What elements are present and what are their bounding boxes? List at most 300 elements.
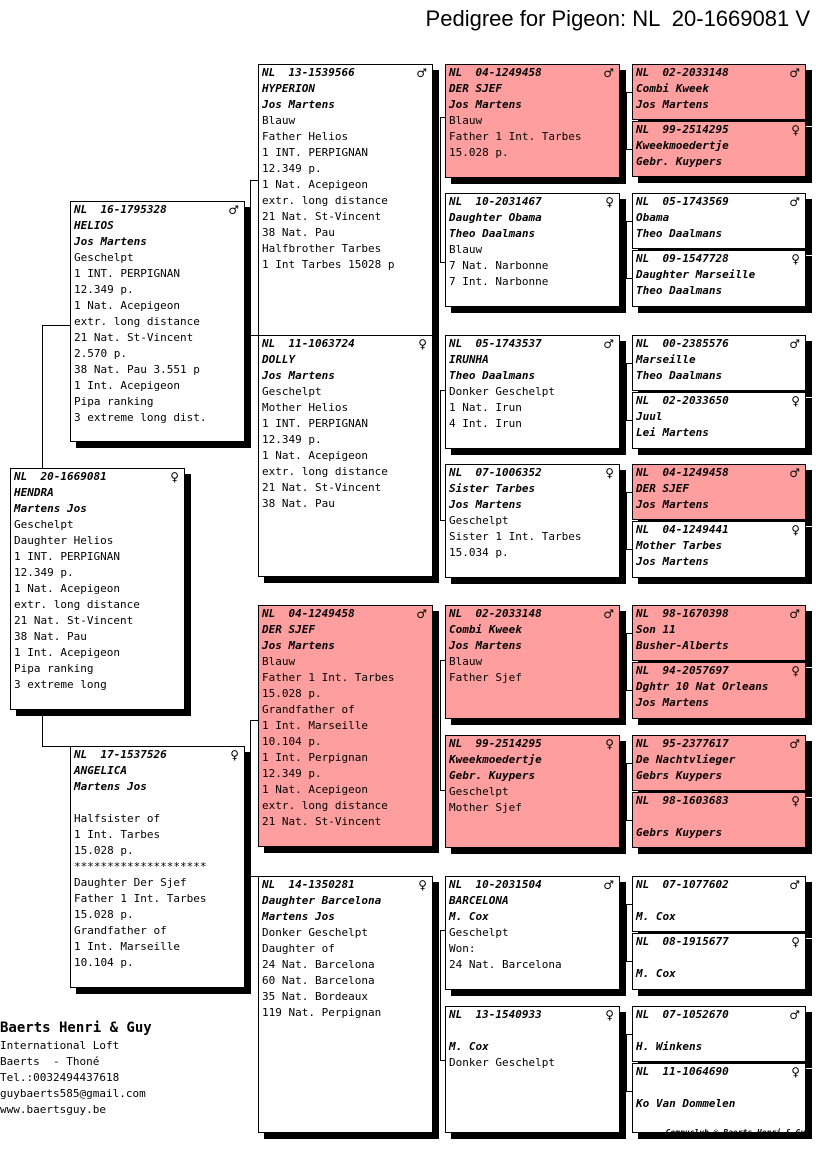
card-header: [636, 65, 800, 81]
female-icon: ♀: [418, 878, 427, 892]
pigeon-name: [636, 1080, 800, 1096]
pedigree-line: 1 Int. Perpignan: [262, 751, 368, 764]
pedigree-line: 38 Nat. Pau: [262, 497, 335, 510]
connector-line: [250, 720, 258, 721]
card-header: [636, 194, 800, 210]
pedigree-line: 7 Int. Narbonne: [449, 275, 549, 288]
ring-number: NL 08-1915677: [636, 935, 729, 948]
pedigree-line: Blauw: [262, 114, 296, 127]
ring-number: NL 14-1350281: [262, 878, 355, 891]
pedigree-line: Father 1 Int. Tarbes: [74, 892, 207, 905]
pedigree-line: Blauw: [449, 243, 483, 256]
pedigree-line: 21 Nat. St-Vincent: [262, 481, 382, 494]
ring-number: NL 04-1249458: [449, 66, 542, 79]
card-header: [636, 522, 800, 538]
pigeon-card[interactable]: [258, 605, 433, 847]
card-header: [636, 877, 800, 893]
connector-line: [626, 904, 627, 961]
pigeon-card[interactable]: [258, 335, 433, 577]
pedigree-line: 15.034 p.: [449, 546, 509, 559]
pedigree-line: 12.349 p.: [262, 767, 322, 780]
pedigree-line: 1 Int. Acepigeon: [74, 379, 180, 392]
connector-line: [440, 660, 441, 790]
male-icon: ♂: [603, 878, 614, 892]
pigeon-card[interactable]: [632, 662, 806, 719]
pedigree-line: 12.349 p.: [74, 283, 134, 296]
pigeon-card[interactable]: [632, 735, 806, 791]
pedigree-line: 12.349 p.: [262, 433, 322, 446]
card-header: [636, 1064, 800, 1080]
pigeon-card[interactable]: [70, 746, 245, 988]
ring-number: NL 11-1063724: [262, 337, 355, 350]
breeder-name: M. Cox: [636, 967, 676, 980]
male-icon: ♂: [789, 66, 800, 80]
ring-number: NL 11-1064690: [636, 1065, 729, 1078]
pigeon-name: DER SJEF: [449, 82, 502, 95]
pedigree-line: Won:: [449, 942, 476, 955]
card-header: [636, 1007, 800, 1023]
connector-line: [250, 335, 251, 336]
connector-line: [626, 492, 627, 549]
pigeon-card[interactable]: [445, 605, 620, 719]
pedigree-line: Halfbrother Tarbes: [262, 242, 382, 255]
pedigree-line: 35 Nat. Bordeaux: [262, 990, 368, 1003]
pedigree-line: Geschelpt: [14, 518, 74, 531]
pedigree-line: Daughter of: [262, 942, 335, 955]
pigeon-card[interactable]: [445, 1006, 620, 1133]
pigeon-card[interactable]: [70, 201, 245, 442]
pedigree-line: Donker Geschelpt: [449, 385, 555, 398]
pigeon-name: HENDRA: [14, 486, 54, 499]
female-icon: ♀: [230, 748, 239, 762]
pedigree-line: Pipa ranking: [14, 662, 94, 675]
pigeon-card[interactable]: [632, 464, 806, 520]
connector-line: [626, 221, 627, 278]
female-icon: ♀: [791, 123, 800, 137]
connector-line: [250, 876, 258, 877]
pigeon-name: Kweekmoedertje: [449, 753, 542, 766]
breeder-name: Theo Daalmans: [636, 284, 723, 297]
loft-phone[interactable]: Tel.:0032494437618: [0, 1071, 120, 1084]
pedigree-line: Geschelpt: [449, 514, 509, 527]
ring-number: NL 95-2377617: [636, 737, 729, 750]
pigeon-card[interactable]: [632, 392, 806, 449]
card-header: [449, 65, 614, 81]
card-header: [636, 122, 800, 138]
pedigree-line: 1 Nat. Acepigeon: [262, 783, 368, 796]
connector-line: [42, 710, 43, 746]
connector-line: [250, 720, 251, 880]
pedigree-line: 21 Nat. St-Vincent: [14, 614, 134, 627]
breeder-name: Martens Jos: [14, 502, 87, 515]
breeder-name: Busher-Alberts: [636, 639, 729, 652]
pigeon-name: Daughter Barcelona: [262, 894, 382, 907]
ring-number: NL 13-1540933: [449, 1008, 542, 1021]
pigeon-name: Juul: [636, 410, 663, 423]
ring-number: NL 17-1537526: [74, 748, 167, 761]
female-icon: ♀: [791, 794, 800, 808]
pigeon-name: Son 11: [636, 623, 676, 636]
pedigree-line: Donker Geschelpt: [262, 926, 368, 939]
card-header: [449, 336, 614, 352]
breeder-name: Theo Daalmans: [449, 369, 536, 382]
pedigree-line: 38 Nat. Pau: [14, 630, 87, 643]
breeder-name: Theo Daalmans: [449, 227, 536, 240]
card-header: [449, 1007, 614, 1023]
breeder-name: M. Cox: [449, 1040, 489, 1053]
female-icon: ♀: [791, 252, 800, 266]
pedigree-line: Pipa ranking: [74, 395, 154, 408]
pedigree-line: 2.570 p.: [74, 347, 127, 360]
pigeon-name: Obama: [636, 211, 670, 224]
breeder-name: Jos Martens: [636, 696, 709, 709]
pedigree-line: 1 Nat. Acepigeon: [14, 582, 120, 595]
pedigree-line: 38 Nat. Pau: [262, 226, 335, 239]
card-header: [262, 336, 427, 352]
breeder-name: Theo Daalmans: [636, 227, 723, 240]
ring-number: NL 09-1547728: [636, 252, 729, 265]
pedigree-line: Sister 1 Int. Tarbes: [449, 530, 582, 543]
pigeon-card[interactable]: [632, 933, 806, 990]
connector-line: [626, 1034, 627, 1091]
breeder-name: Gebrs Kuypers: [636, 769, 723, 782]
pedigree-line: Father Sjef: [449, 671, 522, 684]
pedigree-line: [74, 795, 239, 811]
pedigree-line: 1 INT. PERPIGNAN: [262, 146, 368, 159]
pigeon-name: [449, 1023, 614, 1039]
pigeon-name: Combi Kweek: [449, 623, 522, 636]
pigeon-card[interactable]: [632, 1006, 806, 1062]
breeder-name: Martens Jos: [262, 910, 335, 923]
card-header: [262, 606, 427, 622]
pigeon-name: [636, 893, 800, 909]
breeder-name: Jos Martens: [262, 98, 335, 111]
pigeon-name: [636, 1023, 800, 1039]
pedigree-line: 1 Int. Tarbes: [74, 828, 161, 841]
ring-number: NL 07-1006352: [449, 466, 542, 479]
pigeon-name: Daughter Obama: [449, 211, 542, 224]
pigeon-card[interactable]: [632, 121, 806, 177]
pigeon-card[interactable]: [445, 64, 620, 178]
pedigree-line: 12.349 p.: [14, 566, 74, 579]
pedigree-line: extr. long distance: [262, 465, 388, 478]
pedigree-line: Grandfather of: [74, 924, 167, 937]
ring-number: NL 00-2385576: [636, 337, 729, 350]
breeder-name: Jos Martens: [636, 498, 709, 511]
pigeon-name: Kweekmoedertje: [636, 139, 729, 152]
male-icon: ♂: [603, 66, 614, 80]
card-header: [449, 606, 614, 622]
ring-number: NL 07-1052670: [636, 1008, 729, 1021]
pedigree-line: Geschelpt: [74, 251, 134, 264]
breeder-name: Jos Martens: [262, 639, 335, 652]
pedigree-line: Geschelpt: [449, 785, 509, 798]
connector-line: [626, 763, 627, 820]
female-icon: ♀: [791, 394, 800, 408]
pedigree-line: 10.104 p.: [74, 956, 134, 969]
connector-line: [250, 180, 258, 181]
pedigree-line: 7 Nat. Narbonne: [449, 259, 549, 272]
ring-number: NL 02-2033148: [449, 607, 542, 620]
pedigree-line: Blauw: [262, 655, 296, 668]
card-header: [636, 393, 800, 409]
pedigree-line: 21 Nat. St-Vincent: [262, 210, 382, 223]
pedigree-line: 1 Nat. Acepigeon: [74, 299, 180, 312]
connector-line: [440, 930, 441, 1060]
breeder-name: M. Cox: [449, 910, 489, 923]
pigeon-name: DOLLY: [262, 353, 296, 366]
pedigree-line: extr. long distance: [262, 194, 388, 207]
pedigree-line: 60 Nat. Barcelona: [262, 974, 375, 987]
pedigree-line: 1 INT. PERPIGNAN: [262, 417, 368, 430]
pedigree-line: 24 Nat. Barcelona: [449, 958, 562, 971]
card-header: [636, 934, 800, 950]
female-icon: ♀: [791, 1065, 800, 1079]
pedigree-line: Daughter Der Sjef: [74, 876, 187, 889]
female-icon: ♀: [605, 737, 614, 751]
male-icon: ♂: [789, 1008, 800, 1022]
breeder-name: Jos Martens: [262, 369, 335, 382]
pigeon-name: [636, 809, 800, 825]
ring-number: NL 04-1249458: [262, 607, 355, 620]
ring-number: NL 05-1743569: [636, 195, 729, 208]
ring-number: NL 02-2033148: [636, 66, 729, 79]
pedigree-line: extr. long distance: [14, 598, 140, 611]
pedigree-line: Father 1 Int. Tarbes: [449, 130, 582, 143]
pedigree-line: Mother Sjef: [449, 801, 522, 814]
pigeon-name: Dghtr 10 Nat Orleans: [636, 680, 769, 693]
pigeon-card[interactable]: [632, 250, 806, 307]
connector-line: [440, 390, 441, 520]
ring-number: NL 10-2031504: [449, 878, 542, 891]
pedigree-line: Geschelpt: [449, 926, 509, 939]
pigeon-card[interactable]: [632, 605, 806, 661]
connector-line: [440, 117, 441, 262]
connector-line: [626, 363, 627, 420]
loft-email[interactable]: guybaerts585@gmail.com: [0, 1087, 146, 1100]
breeder-name: Theo Daalmans: [636, 369, 723, 382]
loft-line: International Loft: [0, 1039, 120, 1052]
card-header: [636, 336, 800, 352]
loft-line: Baerts - Thoné: [0, 1055, 100, 1068]
loft-website[interactable]: www.baertsguy.be: [0, 1103, 106, 1116]
pedigree-line: Father 1 Int. Tarbes: [262, 671, 395, 684]
pedigree-line: 15.028 p.: [262, 687, 322, 700]
breeder-name: Gebr. Kuypers: [449, 769, 536, 782]
pedigree-line: 21 Nat. St-Vincent: [262, 815, 382, 828]
pigeon-name: Sister Tarbes: [449, 482, 536, 495]
ring-number: NL 98-1670398: [636, 607, 729, 620]
pigeon-card[interactable]: [445, 735, 620, 848]
pigeon-card[interactable]: [258, 876, 433, 1133]
breeder-name: Lei Martens: [636, 426, 709, 439]
pedigree-line: 1 Int. Marseille: [74, 940, 180, 953]
female-icon: ♀: [791, 935, 800, 949]
female-icon: ♀: [418, 337, 427, 351]
female-icon: ♀: [605, 1008, 614, 1022]
card-header: [449, 194, 614, 210]
breeder-name: Ko Van Dommelen: [636, 1097, 736, 1110]
pedigree-line: Geschelpt: [262, 385, 322, 398]
pigeon-name: Daughter Marseille: [636, 268, 756, 281]
card-header: [449, 465, 614, 481]
connector-line: [250, 180, 251, 335]
breeder-name: Jos Martens: [449, 639, 522, 652]
male-icon: ♂: [789, 607, 800, 621]
pigeon-card[interactable]: [632, 521, 806, 578]
pigeon-card[interactable]: [632, 792, 806, 848]
breeder-name: Jos Martens: [449, 98, 522, 111]
pigeon-name: BARCELONA: [449, 894, 509, 907]
male-icon: ♂: [603, 607, 614, 621]
ring-number: NL 16-1795328: [74, 203, 167, 216]
breeder-name: Jos Martens: [636, 98, 709, 111]
pigeon-name: DER SJEF: [262, 623, 315, 636]
pigeon-name: De Nachtvlieger: [636, 753, 736, 766]
pedigree-line: 1 Int Tarbes 15028 p: [262, 258, 395, 271]
male-icon: ♂: [416, 607, 427, 621]
female-icon: ♀: [791, 523, 800, 537]
card-header: [262, 877, 427, 893]
pigeon-card[interactable]: [445, 464, 620, 578]
pedigree-line: 15.028 p.: [449, 146, 509, 159]
card-header: [74, 747, 239, 763]
pigeon-name: Marseille: [636, 353, 696, 366]
credit: Compuclub © Baerts Henri & Guy: [665, 1128, 810, 1137]
pedigree-line: 15.028 p.: [74, 844, 134, 857]
pedigree-line: Daughter Helios: [14, 534, 114, 547]
card-header: [14, 469, 179, 485]
pigeon-name: HYPERION: [262, 82, 315, 95]
connector-line: [626, 92, 627, 149]
ring-number: NL 13-1539566: [262, 66, 355, 79]
connector-line: [42, 325, 70, 326]
card-header: [636, 606, 800, 622]
connector-line: [250, 335, 258, 336]
ring-number: NL 98-1603683: [636, 794, 729, 807]
pedigree-line: ********************: [74, 860, 207, 873]
pigeon-name: DER SJEF: [636, 482, 689, 495]
pigeon-name: HELIOS: [74, 219, 114, 232]
male-icon: ♂: [789, 195, 800, 209]
pigeon-card[interactable]: [10, 468, 185, 710]
breeder-name: Martens Jos: [74, 780, 147, 793]
pedigree-line: 12.349 p.: [262, 162, 322, 175]
female-icon: ♀: [605, 195, 614, 209]
pedigree-line: 1 Int. Acepigeon: [14, 646, 120, 659]
pedigree-line: 3 extreme long: [14, 678, 107, 691]
pedigree-line: Father Helios: [262, 130, 349, 143]
breeder-name: Jos Martens: [636, 555, 709, 568]
male-icon: ♂: [416, 66, 427, 80]
loft-name: Baerts Henri & Guy: [0, 1020, 152, 1036]
breeder-name: Jos Martens: [449, 498, 522, 511]
pigeon-card[interactable]: [632, 1063, 806, 1133]
card-header: [449, 877, 614, 893]
connector-line: [42, 746, 70, 747]
ring-number: NL 04-1249441: [636, 523, 729, 536]
pigeon-name: ANGELICA: [74, 764, 127, 777]
pedigree-line: 1 Int. Marseille: [262, 719, 368, 732]
male-icon: ♂: [789, 466, 800, 480]
pigeon-name: Combi Kweek: [636, 82, 709, 95]
pigeon-card[interactable]: [632, 876, 806, 932]
pigeon-name: Mother Tarbes: [636, 539, 723, 552]
card-header: [636, 251, 800, 267]
pigeon-card[interactable]: [632, 193, 806, 249]
ring-number: NL 94-2057697: [636, 664, 729, 677]
pedigree-line: 15.028 p.: [74, 908, 134, 921]
pedigree-line: Donker Geschelpt: [449, 1056, 555, 1069]
male-icon: ♂: [789, 337, 800, 351]
card-header: [636, 465, 800, 481]
pedigree-line: 4 Int. Irun: [449, 417, 522, 430]
connector-line: [626, 633, 627, 690]
pedigree-line: extr. long distance: [262, 799, 388, 812]
pedigree-line: 21 Nat. St-Vincent: [74, 331, 194, 344]
breeder-name: Gebrs Kuypers: [636, 826, 723, 839]
breeder-name: Jos Martens: [74, 235, 147, 248]
pigeon-name: [636, 950, 800, 966]
pigeon-card[interactable]: [632, 64, 806, 120]
ring-number: NL 99-2514295: [636, 123, 729, 136]
pedigree-line: 3 extreme long dist.: [74, 411, 207, 424]
pedigree-line: Blauw: [449, 114, 483, 127]
pedigree-line: 10.104 p.: [262, 735, 322, 748]
page-title: Pedigree for Pigeon: NL 20-1669081 V: [425, 6, 810, 31]
ring-number: NL 05-1743537: [449, 337, 542, 350]
ring-number: NL 07-1077602: [636, 878, 729, 891]
female-icon: ♀: [170, 470, 179, 484]
pedigree-line: Blauw: [449, 655, 483, 668]
pedigree-line: 119 Nat. Perpignan: [262, 1006, 382, 1019]
pigeon-card[interactable]: [445, 335, 620, 449]
female-icon: ♀: [791, 664, 800, 678]
card-header: [449, 736, 614, 752]
card-header: [74, 202, 239, 218]
breeder-name: H. Winkens: [636, 1040, 703, 1053]
ring-number: NL 99-2514295: [449, 737, 542, 750]
card-header: [636, 663, 800, 679]
pigeon-name: IRUNHA: [449, 353, 489, 366]
pedigree-line: 1 INT. PERPIGNAN: [14, 550, 120, 563]
male-icon: ♂: [603, 337, 614, 351]
pedigree-line: 24 Nat. Barcelona: [262, 958, 375, 971]
pedigree-line: Grandfather of: [262, 703, 355, 716]
pedigree-line: 1 INT. PERPIGNAN: [74, 267, 180, 280]
pigeon-card[interactable]: [445, 876, 620, 990]
ring-number: NL 02-2033650: [636, 394, 729, 407]
male-icon: ♂: [228, 203, 239, 217]
male-icon: ♂: [789, 737, 800, 751]
pedigree-line: 1 Nat. Acepigeon: [262, 449, 368, 462]
pedigree-line: extr. long distance: [74, 315, 200, 328]
ring-number: NL 04-1249458: [636, 466, 729, 479]
connector-line: [42, 325, 43, 470]
breeder-name: Gebr. Kuypers: [636, 155, 723, 168]
card-header: [262, 65, 427, 81]
female-icon: ♀: [605, 466, 614, 480]
pigeon-card[interactable]: [445, 193, 620, 307]
pigeon-card[interactable]: [632, 335, 806, 391]
pedigree-line: Mother Helios: [262, 401, 349, 414]
pedigree-line: 1 Nat. Irun: [449, 401, 522, 414]
loft-info: [0, 1018, 152, 1118]
card-header: [636, 736, 800, 752]
card-header: [636, 793, 800, 809]
ring-number: NL 10-2031467: [449, 195, 542, 208]
pedigree-line: Halfsister of: [74, 812, 161, 825]
